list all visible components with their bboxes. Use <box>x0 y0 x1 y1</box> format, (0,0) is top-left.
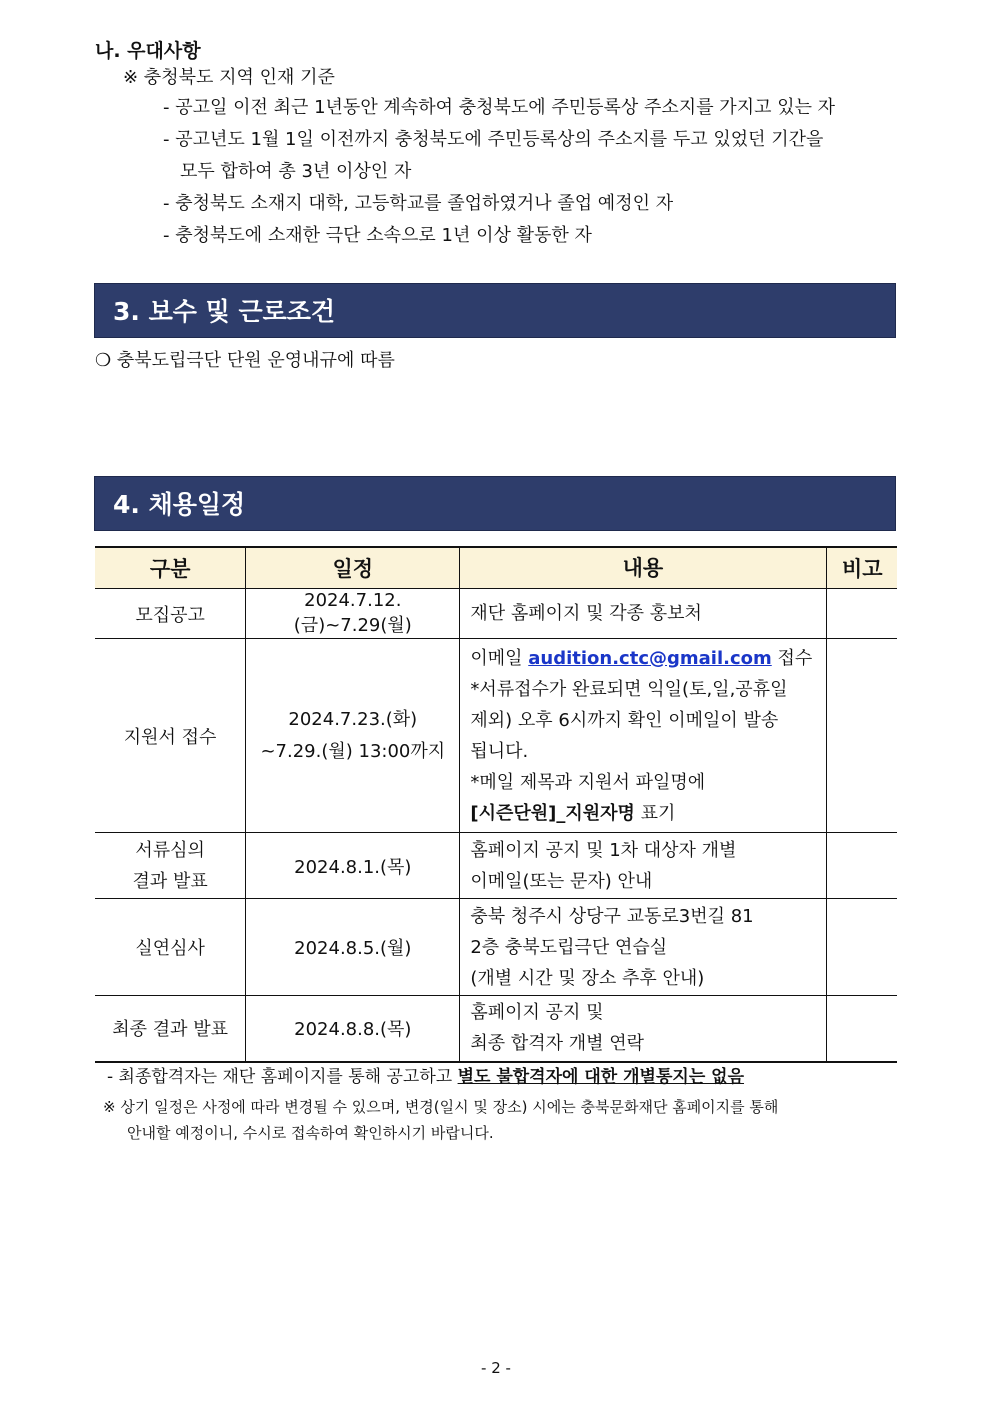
cell-category: 서류심의 결과 발표 <box>95 833 246 899</box>
cell-schedule: 2024.7.12.(금)~7.29(월) <box>246 589 460 639</box>
page-number: - 2 - <box>481 1359 511 1377</box>
table-row <box>95 899 897 996</box>
table-row <box>95 589 897 639</box>
cell-category: 모집공고 <box>95 589 246 639</box>
cell-category: 실연심사 <box>95 899 246 996</box>
cell-content: 이메일 audition.ctc@gmail.com 접수 *서류접수가 완료되면 익일(토,일,공휴일 제외) 오후 6시까지 확인 이메일이 발송 됩니다. *메일 제목과 지원서 파일명에 [시즌단원]_지원자명 표기 <box>460 639 827 833</box>
table-row <box>95 833 897 899</box>
email-link[interactable]: audition.ctc@gmail.com <box>528 647 772 669</box>
preference-item: - 충청북도 소재지 대학, 고등학교를 졸업하였거나 졸업 예정인 자 <box>163 193 674 214</box>
cell-content: 충북 청주시 상당구 교동로3번길 81 2층 충북도립극단 연습실 (개별 시간 및 장소 추후 안내) <box>460 899 827 996</box>
preferences-heading: 나. 우대사항 <box>95 40 201 62</box>
cell-note <box>827 996 897 1062</box>
header-category: 구분 <box>95 547 246 589</box>
footnote-emphasis: 별도 불합격자에 대한 개별통지는 없음 <box>457 1067 745 1087</box>
schedule-table <box>95 546 897 1063</box>
cell-content: 홈페이지 공지 및 1차 대상자 개별 이메일(또는 문자) 안내 <box>460 833 827 899</box>
cell-content: 홈페이지 공지 및 최종 합격자 개별 연락 <box>460 996 827 1062</box>
preference-item: - 공고년도 1월 1일 이전까지 충청북도에 주민등록상의 주소지를 두고 있었던 기간을 <box>163 129 824 150</box>
section3-header: 3. 보수 및 근로조건 <box>94 283 896 338</box>
preferences-note: ※ 충청북도 지역 인재 기준 <box>123 67 335 88</box>
cell-category: 지원서 접수 <box>95 639 246 833</box>
cell-content: 재단 홈페이지 및 각종 홍보처 <box>460 589 827 639</box>
table-row <box>95 639 897 833</box>
section4-header: 4. 채용일정 <box>94 476 896 531</box>
header-schedule: 일정 <box>246 547 460 589</box>
preference-item: - 충청북도에 소재한 극단 소속으로 1년 이상 활동한 자 <box>163 225 592 246</box>
footnote-schedule-change: ※ 상기 일정은 사정에 따라 변경될 수 있으며, 변경(일시 및 장소) 시에는 충북문화재단 홈페이지를 통해 안내할 예정이니, 수시로 접속하여 확인하시기 바랍니다. <box>103 1098 779 1142</box>
footnote-final-results: - 최종합격자는 재단 홈페이지를 통해 공고하고 별도 불합격자에 대한 개별통지는 없음 <box>107 1067 745 1087</box>
cell-note <box>827 899 897 996</box>
cell-note <box>827 589 897 639</box>
cell-schedule: 2024.7.23.(화) ~7.29.(월) 13:00까지 <box>246 639 460 833</box>
table-header-row <box>95 547 897 589</box>
cell-category: 최종 결과 발표 <box>95 996 246 1062</box>
table-row <box>95 996 897 1062</box>
cell-schedule: 2024.8.8.(목) <box>246 996 460 1062</box>
preference-item: - 공고일 이전 최근 1년동안 계속하여 충청북도에 주민등록상 주소지를 가지고 있는 자 <box>163 97 836 118</box>
header-note: 비고 <box>827 547 897 589</box>
cell-schedule: 2024.8.5.(월) <box>246 899 460 996</box>
preference-item-continued: 모두 합하여 총 3년 이상인 자 <box>180 161 412 182</box>
cell-note <box>827 833 897 899</box>
header-content: 내용 <box>460 547 827 589</box>
cell-schedule: 2024.8.1.(목) <box>246 833 460 899</box>
cell-note <box>827 639 897 833</box>
section3-text: ❍ 충북도립극단 단원 운영내규에 따름 <box>95 350 395 371</box>
